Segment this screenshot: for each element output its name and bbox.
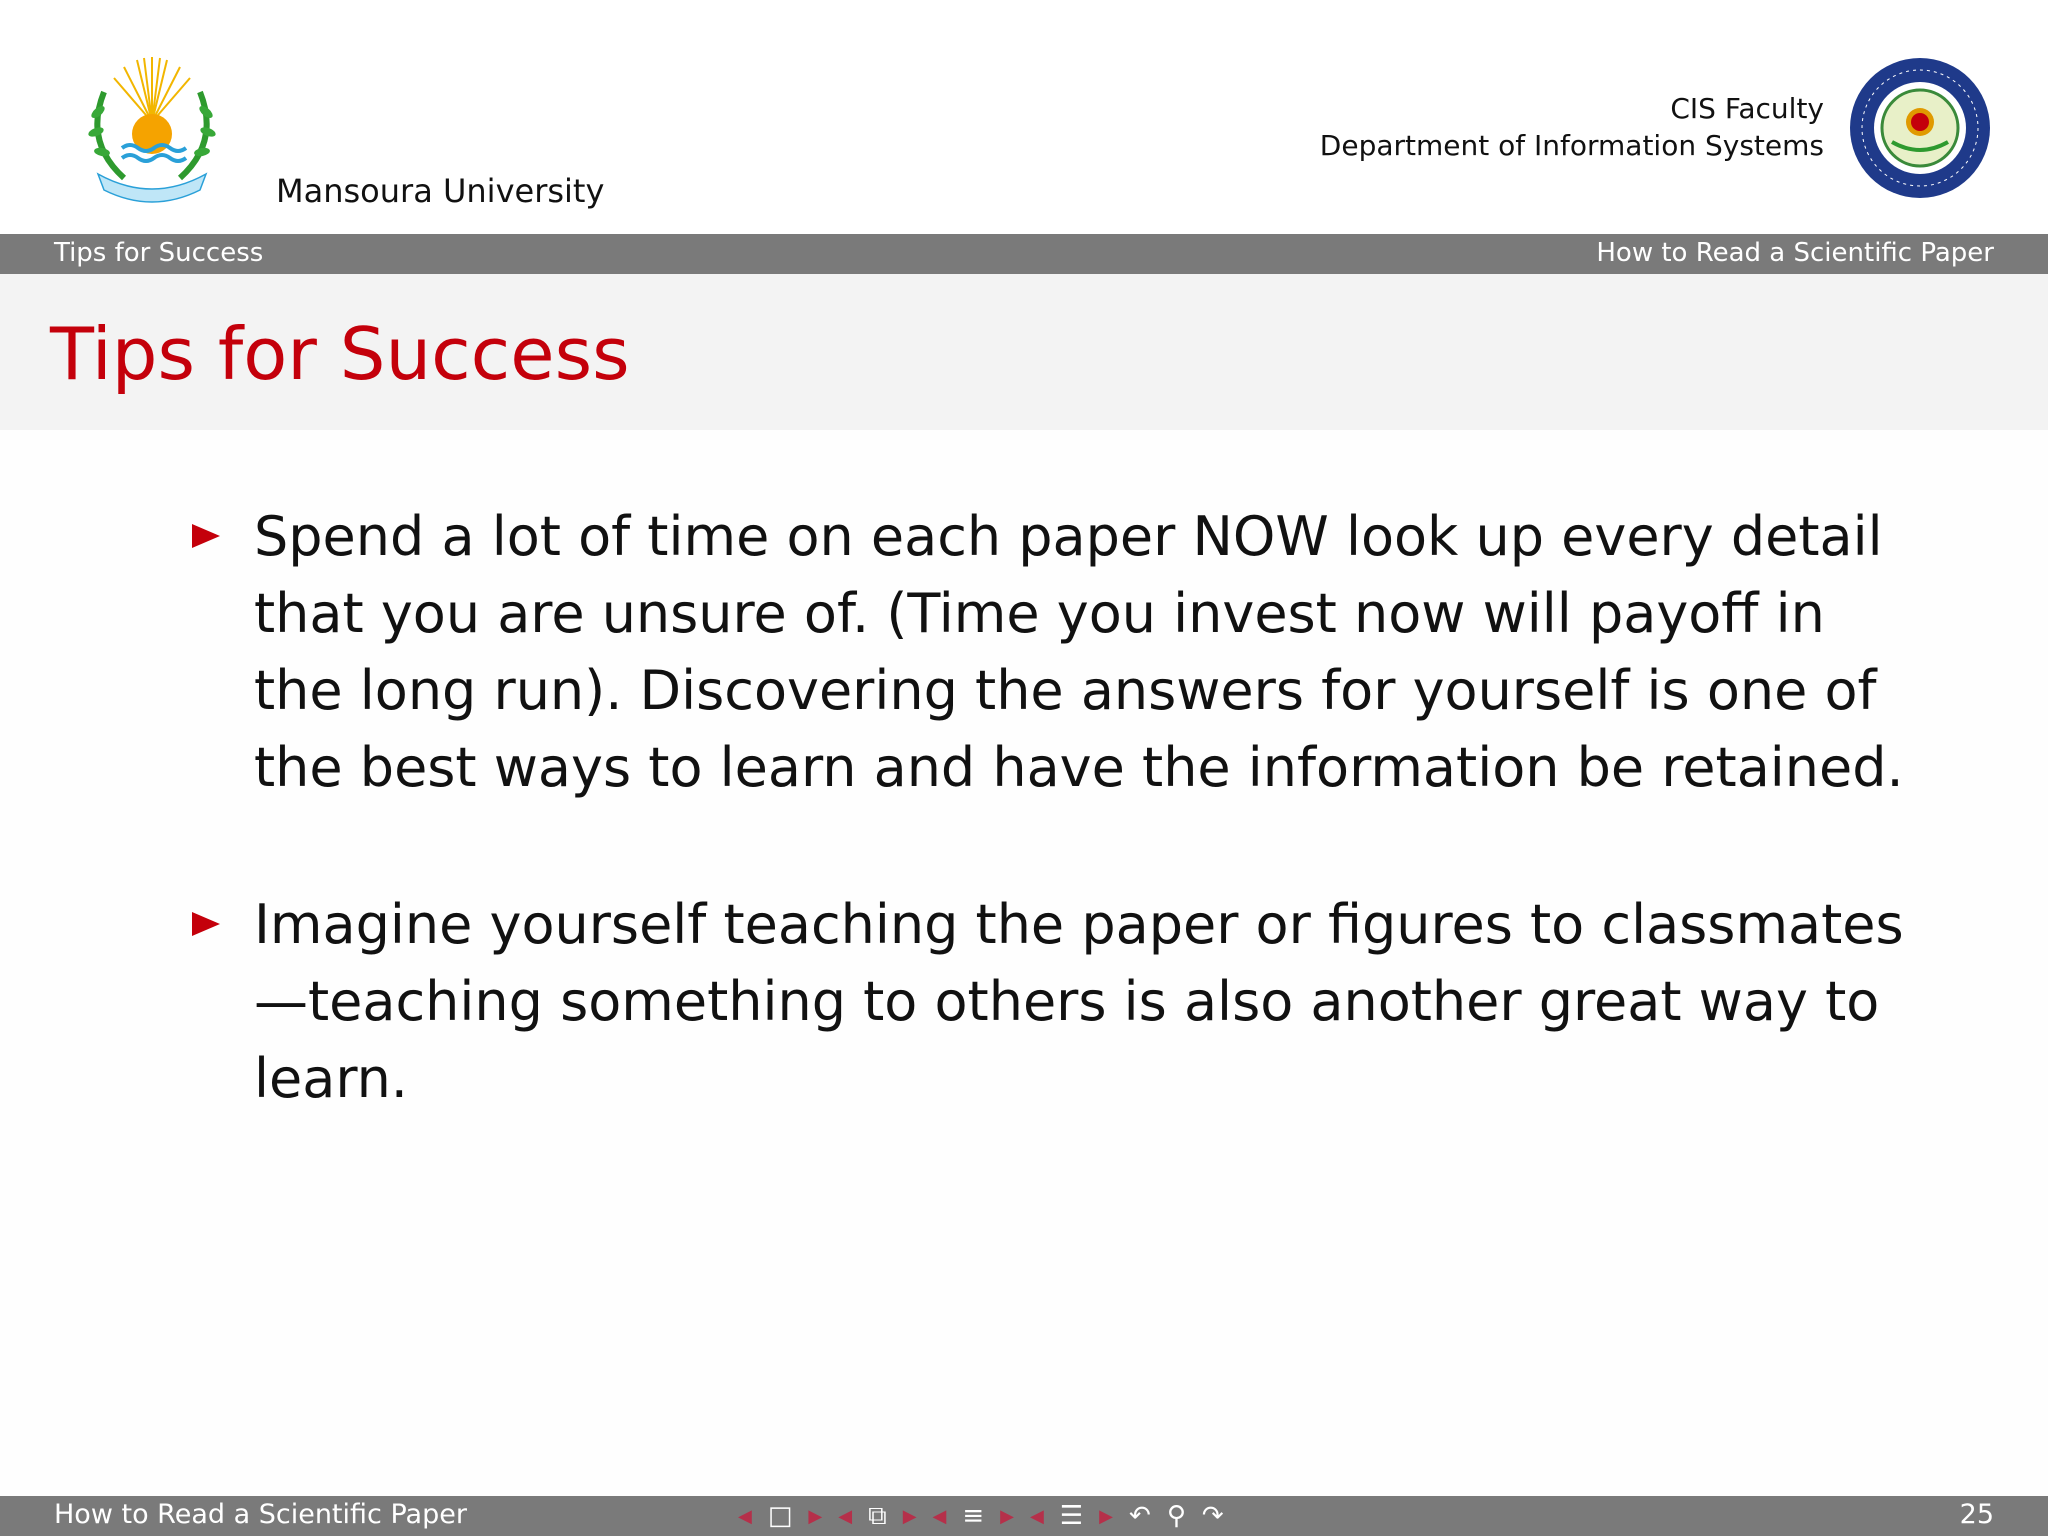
frame-title-band <box>0 274 2048 430</box>
bullet-triangle-icon <box>192 524 220 548</box>
university-name: Mansoura University <box>276 172 605 210</box>
bullet-text: Spend a lot of time on each paper NOW look up every detail that you are unsure of. (Time you invest now will payoff in the long run). Discovering the answers for yourself is one of the best ways to learn and have the information be retained. <box>254 505 1904 799</box>
department-name: Department of Information Systems <box>1319 129 1824 162</box>
prev-slide-arrow-icon[interactable]: ◀ <box>738 1505 752 1527</box>
bullet-text: Imagine yourself teaching the paper or figures to classmates—teaching something to others is also another great way to learn. <box>254 893 1904 1110</box>
search-icon[interactable]: ⚲ <box>1166 1501 1186 1531</box>
next-section-arrow-icon[interactable]: ▶ <box>1099 1505 1114 1527</box>
next-slide-arrow-icon[interactable]: ▶ <box>808 1505 823 1527</box>
page-title: Tips for Success <box>50 312 630 396</box>
slide-header <box>0 0 2048 234</box>
prev-subsection-arrow-icon[interactable]: ◀ <box>932 1505 947 1527</box>
redo-icon[interactable]: ↷ <box>1201 1501 1224 1531</box>
list-item <box>190 886 1910 1117</box>
slide-frame-icon[interactable]: □ <box>767 1501 793 1531</box>
section-icon[interactable]: ☰ <box>1059 1501 1084 1531</box>
section-nav-bar <box>0 234 2048 274</box>
slide-content <box>190 498 1910 1117</box>
list-item <box>190 498 1910 806</box>
faculty-info <box>1320 90 1824 164</box>
footer-presentation-title: How to Read a Scientific Paper <box>54 1499 467 1530</box>
frame-stack-icon[interactable]: ⧉ <box>868 1500 887 1531</box>
next-frame-arrow-icon[interactable]: ▶ <box>902 1505 917 1527</box>
prev-frame-arrow-icon[interactable]: ◀ <box>838 1505 853 1527</box>
cis-faculty-logo-icon <box>1848 56 1992 200</box>
next-subsection-arrow-icon[interactable]: ▶ <box>1000 1505 1015 1527</box>
beamer-navigation-controls <box>730 1500 1232 1532</box>
mansoura-university-logo-icon <box>82 52 222 204</box>
prev-section-arrow-icon[interactable]: ◀ <box>1030 1505 1044 1527</box>
undo-icon[interactable]: ↶ <box>1129 1501 1151 1531</box>
page-number: 25 <box>1959 1499 1994 1530</box>
slide-footer <box>0 1496 2048 1536</box>
nav-section-link[interactable]: Tips for Success <box>54 238 264 268</box>
bullet-triangle-icon <box>192 912 220 936</box>
nav-presentation-title[interactable]: How to Read a Scientific Paper <box>1596 238 1994 268</box>
faculty-name: CIS Faculty <box>1670 92 1824 125</box>
subsection-icon[interactable]: ≡ <box>962 1501 985 1531</box>
